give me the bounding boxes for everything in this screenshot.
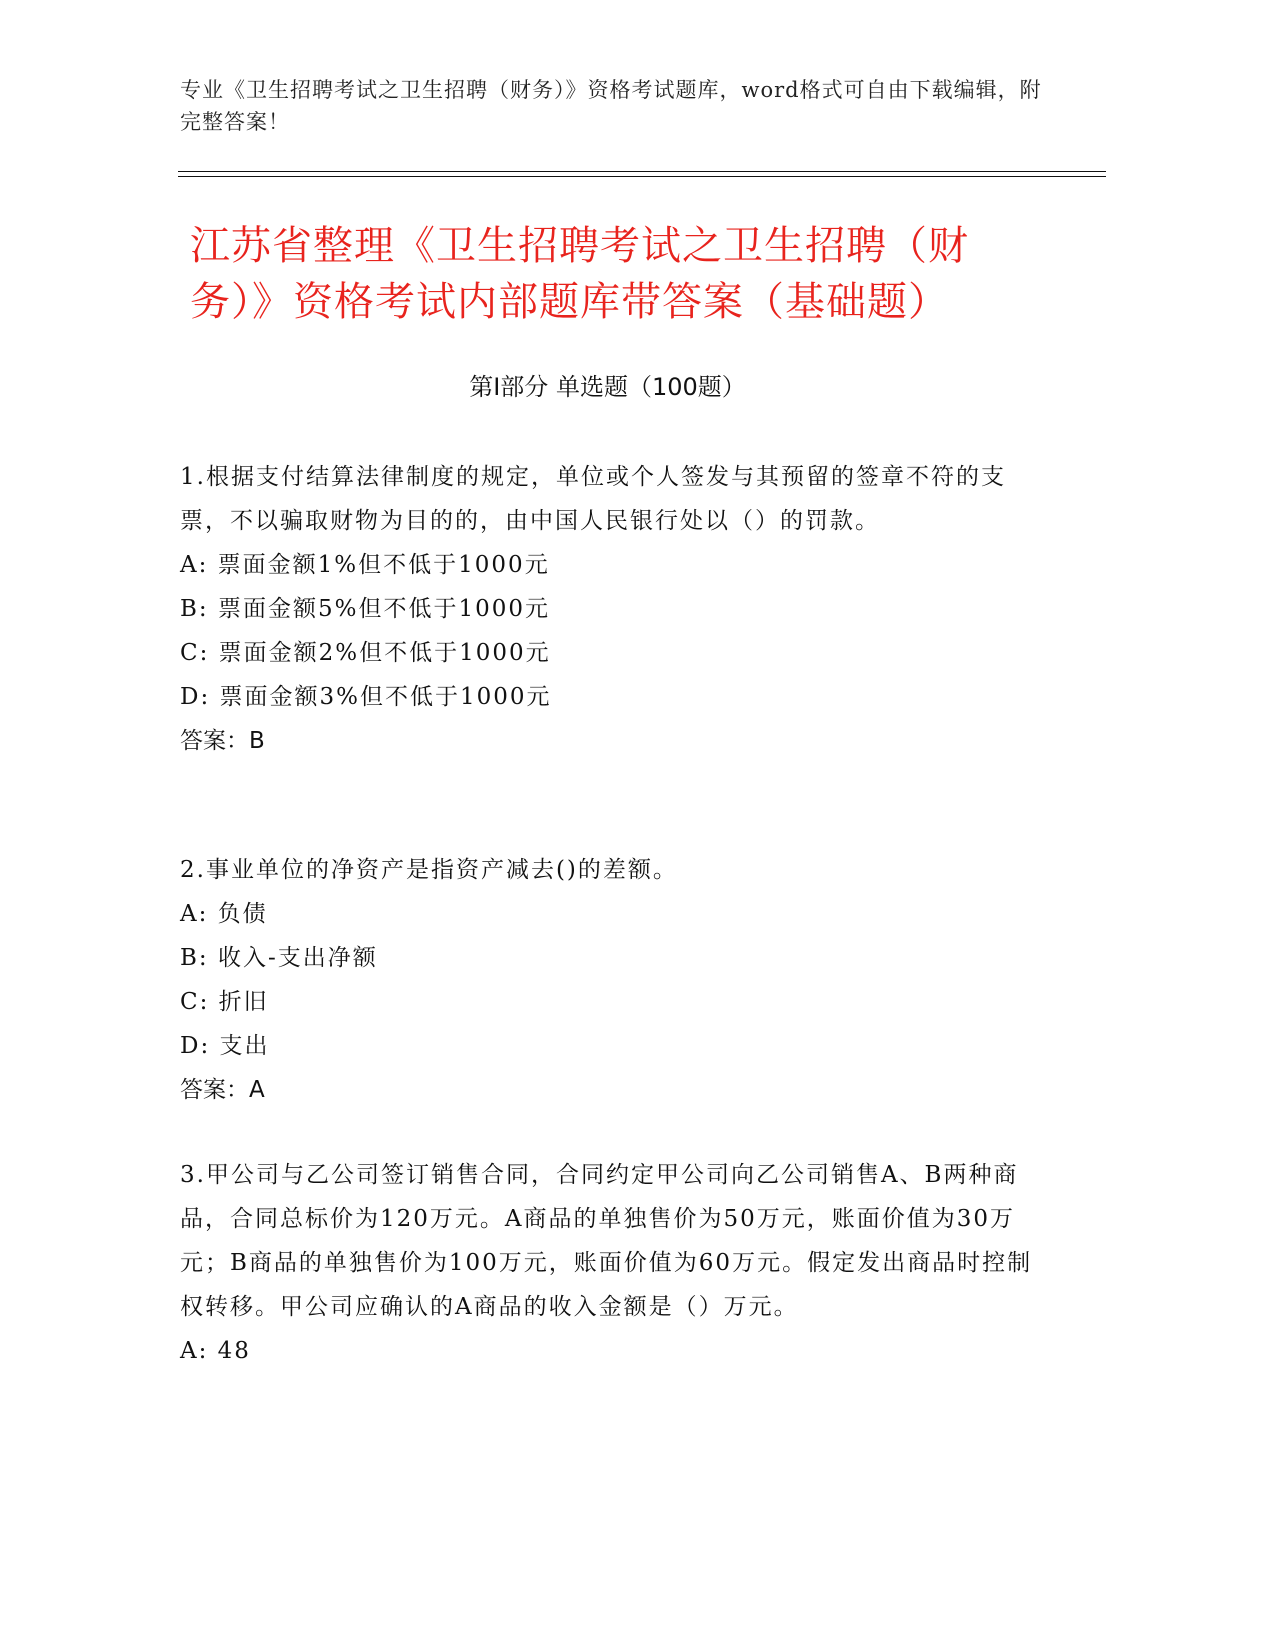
option-d: D: 支出 [180, 1033, 270, 1059]
answer-line: 答案：A [180, 1077, 265, 1103]
question-stem: 2.事业单位的净资产是指资产减去()的差额。 [180, 857, 678, 883]
option-a: A: 负债 [180, 901, 268, 927]
header-divider-top [178, 171, 1106, 172]
question-stem: 1.根据支付结算法律制度的规定，单位或个人签发与其预留的签章不符的支票，不以骗取财物为目的的，由中国人民银行处以（）的罚款。 [180, 464, 1006, 534]
answer-line: 答案：B [180, 728, 265, 754]
option-a: A: 票面金额1%但不低于1000元 [180, 552, 550, 578]
question-1 [180, 455, 1040, 763]
option-c: C: 折旧 [180, 989, 269, 1015]
header-note: 专业《卫生招聘考试之卫生招聘（财务）》资格考试题库，word格式可自由下载编辑，附完整答案！ [180, 78, 1042, 134]
question-stem: 3.甲公司与乙公司签订销售合同，合同约定甲公司向乙公司销售A、B两种商品，合同总标价为120万元。A商品的单独售价为50万元，账面价值为30万元；B商品的单独售价为100万元，账面价值为60万元。假定发出商品时控制权转移。甲公司应确认的A商品的收入金额是（）万元。 [180, 1162, 1033, 1320]
question-3 [180, 1153, 1040, 1373]
option-c: C: 票面金额2%但不低于1000元 [180, 640, 551, 666]
section-heading: 第I部分 单选题（100题） [469, 373, 746, 401]
option-b: B: 票面金额5%但不低于1000元 [180, 596, 550, 622]
option-b: B: 收入-支出净额 [180, 945, 378, 971]
option-a: A: 48 [180, 1338, 251, 1364]
header-divider-bottom [178, 176, 1106, 177]
option-d: D: 票面金额3%但不低于1000元 [180, 684, 552, 710]
document-title: 江苏省整理《卫生招聘考试之卫生招聘（财务）》资格考试内部题库带答案（基础题） [190, 223, 969, 325]
question-2 [180, 848, 1040, 1112]
